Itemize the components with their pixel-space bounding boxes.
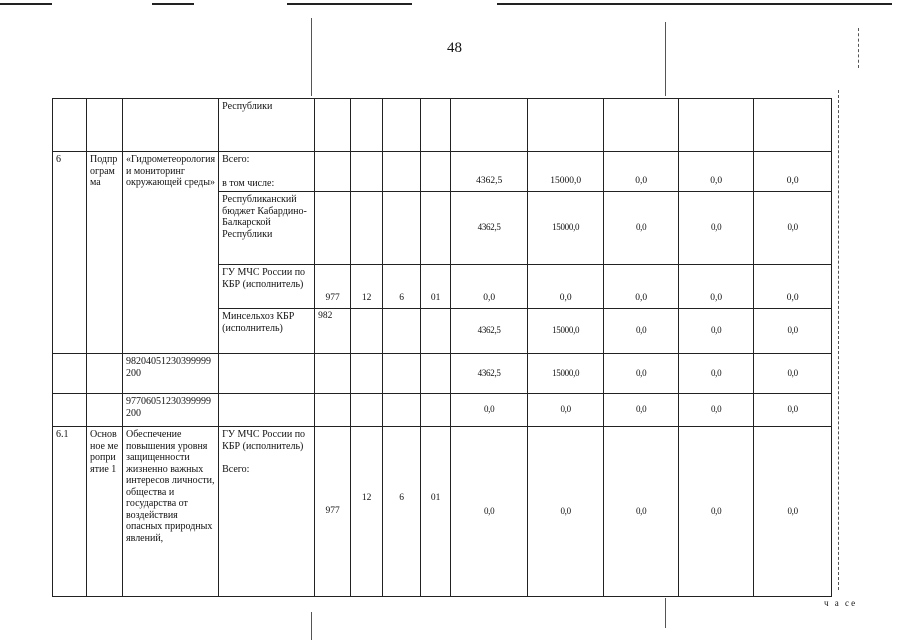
- rzpr-code: 12: [351, 265, 383, 309]
- value-cell: 0,0: [754, 427, 832, 597]
- table-row: [53, 394, 832, 427]
- value-cell: 4362,5: [451, 354, 528, 394]
- status-cell: Подпрограмма: [87, 152, 123, 354]
- grbs-code: 982: [315, 309, 351, 354]
- value-cell: 0,0: [528, 265, 604, 309]
- value-cell: 0,0: [679, 427, 754, 597]
- value-cell: 0,0: [604, 427, 679, 597]
- responsible-cell: Республики: [219, 99, 315, 152]
- value-cell: 0,0: [451, 427, 528, 597]
- value-cell: 0,0: [451, 394, 528, 427]
- value-cell: 4362,5: [451, 152, 528, 192]
- grbs-code: 977: [315, 427, 351, 597]
- cs-code: 6: [383, 427, 421, 597]
- value-cell: 0,0: [604, 394, 679, 427]
- value-cell: 0,0: [754, 354, 832, 394]
- table-row: [53, 99, 832, 152]
- responsible-cell: [219, 152, 315, 192]
- scan-line: [287, 3, 412, 5]
- value-cell: 0,0: [679, 309, 754, 354]
- value-cell: 0,0: [679, 192, 754, 265]
- responsible-cell: [219, 427, 315, 597]
- scan-line: [497, 3, 892, 5]
- table-row: [53, 427, 832, 597]
- value-cell: 0,0: [451, 265, 528, 309]
- value-cell: 15000,0: [528, 354, 604, 394]
- value-cell: 0,0: [754, 265, 832, 309]
- fold-line: [838, 90, 839, 590]
- program-name: «Гидрометеорология и мониторинг окружающей среды»: [123, 152, 219, 354]
- responsible-cell: ГУ МЧС России по КБР (исполнитель): [219, 265, 315, 309]
- value-cell: 0,0: [754, 394, 832, 427]
- responsible-name: ГУ МЧС России по КБР (исполнитель): [222, 429, 306, 452]
- table-row: [53, 354, 832, 394]
- value-cell: 0,0: [679, 152, 754, 192]
- value-cell: 15000,0: [528, 309, 604, 354]
- value-cell: 15000,0: [528, 152, 604, 192]
- value-cell: 0,0: [754, 152, 832, 192]
- budget-table: [52, 98, 832, 597]
- row-number: 6: [53, 152, 87, 354]
- value-cell: 0,0: [754, 192, 832, 265]
- including-label: в том числе:: [222, 177, 275, 189]
- value-cell: 0,0: [604, 354, 679, 394]
- fold-line: [858, 28, 859, 68]
- value-cell: 0,0: [679, 265, 754, 309]
- scan-line: [152, 3, 194, 5]
- fold-line: [311, 18, 312, 96]
- responsible-cell: Республиканский бюджет Кабардино-Балкарской Республики: [219, 192, 315, 265]
- cs-code: 6: [383, 265, 421, 309]
- budget-code: 98204051230399999200: [123, 354, 219, 394]
- fold-line: [665, 598, 666, 628]
- fold-line: [665, 22, 666, 96]
- row-number: 6.1: [53, 427, 87, 597]
- status-cell: Основное мероприятие 1: [87, 427, 123, 597]
- value-cell: 15000,0: [528, 192, 604, 265]
- value-cell: 0,0: [604, 309, 679, 354]
- scan-marks: ч а се: [824, 598, 858, 608]
- value-cell: 4362,5: [451, 309, 528, 354]
- vr-code: 01: [421, 265, 451, 309]
- fold-line: [311, 612, 312, 640]
- value-cell: 4362,5: [451, 192, 528, 265]
- value-cell: 0,0: [604, 265, 679, 309]
- value-cell: 0,0: [754, 309, 832, 354]
- total-label: Всего:: [222, 464, 250, 475]
- total-label: Всего:: [222, 154, 250, 165]
- program-name: Обеспечение повышения уровня защищенности жизненно важных интересов личности, общества и государства от воздействия опасных природных явлений,: [123, 427, 219, 597]
- value-cell: 0,0: [679, 394, 754, 427]
- scan-line: [0, 3, 52, 5]
- budget-code: 97706051230399999200: [123, 394, 219, 427]
- value-cell: 0,0: [528, 394, 604, 427]
- rzpr-code: 12: [351, 427, 383, 597]
- value-cell: 0,0: [604, 192, 679, 265]
- vr-code: 01: [421, 427, 451, 597]
- value-cell: 0,0: [679, 354, 754, 394]
- page-number: 48: [447, 40, 462, 56]
- responsible-cell: Минсельхоз КБР (исполнитель): [219, 309, 315, 354]
- table-row: [53, 152, 832, 192]
- value-cell: 0,0: [528, 427, 604, 597]
- grbs-code: 977: [315, 265, 351, 309]
- value-cell: 0,0: [604, 152, 679, 192]
